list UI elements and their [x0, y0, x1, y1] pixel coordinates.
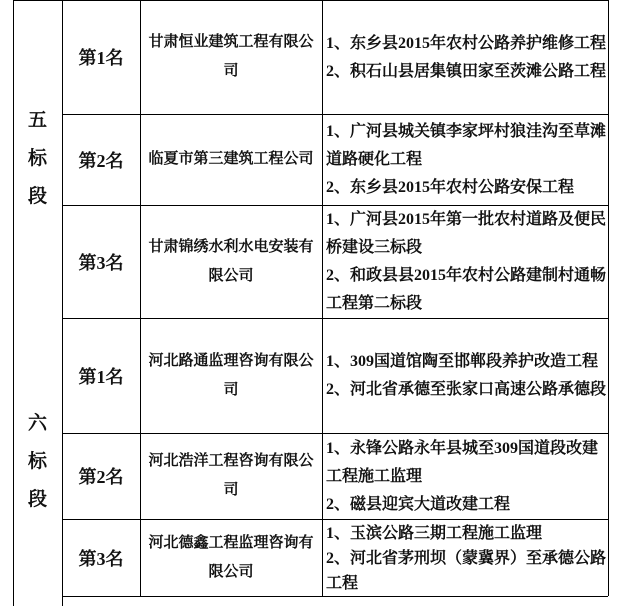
company-cell [140, 0, 322, 114]
table-border-right-outer [608, 0, 609, 596]
project-item: 1、广河县2015年第一批农村道路及便民桥建设三标段 [326, 211, 607, 256]
project-item: 2、河北省承德至张家口高速公路承德段 [326, 381, 607, 398]
project-item: 1、广河县城关镇李家坪村狼洼沟至草滩道路硬化工程 [326, 123, 607, 168]
projects-cell [322, 434, 608, 519]
rank-label: 第2名 [78, 150, 124, 171]
rank-cell [62, 0, 140, 114]
rank-label: 第3名 [78, 252, 124, 273]
company-name: 河北浩洋工程咨询有限公司 [148, 453, 314, 498]
project-item: 2、积石山县居集镇田家至茨滩公路工程 [326, 62, 607, 80]
projects-cell [322, 319, 608, 433]
project-item: 2、河北省茅刑坝（蒙冀界）至承德公路工程 [326, 549, 607, 592]
project-item: 2、东乡县2015年农村公路安保工程 [326, 179, 575, 196]
rank-cell [62, 205, 140, 318]
section-label: 五标段 [27, 110, 47, 207]
rank-cell [62, 114, 140, 205]
project-item: 1、东乡县2015年农村公路养护维修工程 [326, 34, 607, 52]
rank-label: 第2名 [78, 467, 124, 487]
section-label: 六标段 [27, 413, 47, 510]
projects-cell [322, 206, 608, 318]
section-cell-6 [13, 318, 62, 606]
section-cell-5 [13, 0, 62, 318]
company-cell [140, 519, 322, 596]
company-cell [140, 114, 322, 205]
company-cell [140, 205, 322, 318]
project-item: 2、和政县县2015年农村公路建制村通畅工程第二标段 [326, 267, 607, 312]
projects-cell [322, 1, 608, 114]
rank-cell [62, 519, 140, 596]
rank-label: 第3名 [78, 548, 124, 569]
company-name: 甘肃锦绣水利水电安装有限公司 [148, 238, 314, 284]
company-name: 甘肃恒业建筑工程有限公司 [148, 34, 314, 79]
company-name: 河北路通监理咨询有限公司 [148, 352, 314, 398]
projects-cell [322, 115, 608, 205]
company-name: 河北德鑫工程监理咨询有限公司 [148, 534, 314, 580]
rank-cell [62, 433, 140, 519]
project-item: 2、磁县迎宾大道改建工程 [326, 495, 511, 513]
table-border-bottom [62, 596, 608, 597]
company-cell [140, 433, 322, 519]
company-cell [140, 318, 322, 433]
projects-cell [322, 520, 608, 596]
rank-cell [62, 318, 140, 433]
rank-label: 第1名 [78, 48, 124, 68]
rank-label: 第1名 [78, 366, 124, 387]
project-item: 1、玉滨公路三期工程施工监理 [326, 524, 543, 542]
project-item: 1、309国道馆陶至邯郸段养护改造工程 [326, 353, 599, 370]
project-item: 1、永锋公路永年县城至309国道段改建工程施工监理 [326, 439, 599, 485]
company-name: 临夏市第三建筑工程公司 [148, 151, 314, 167]
